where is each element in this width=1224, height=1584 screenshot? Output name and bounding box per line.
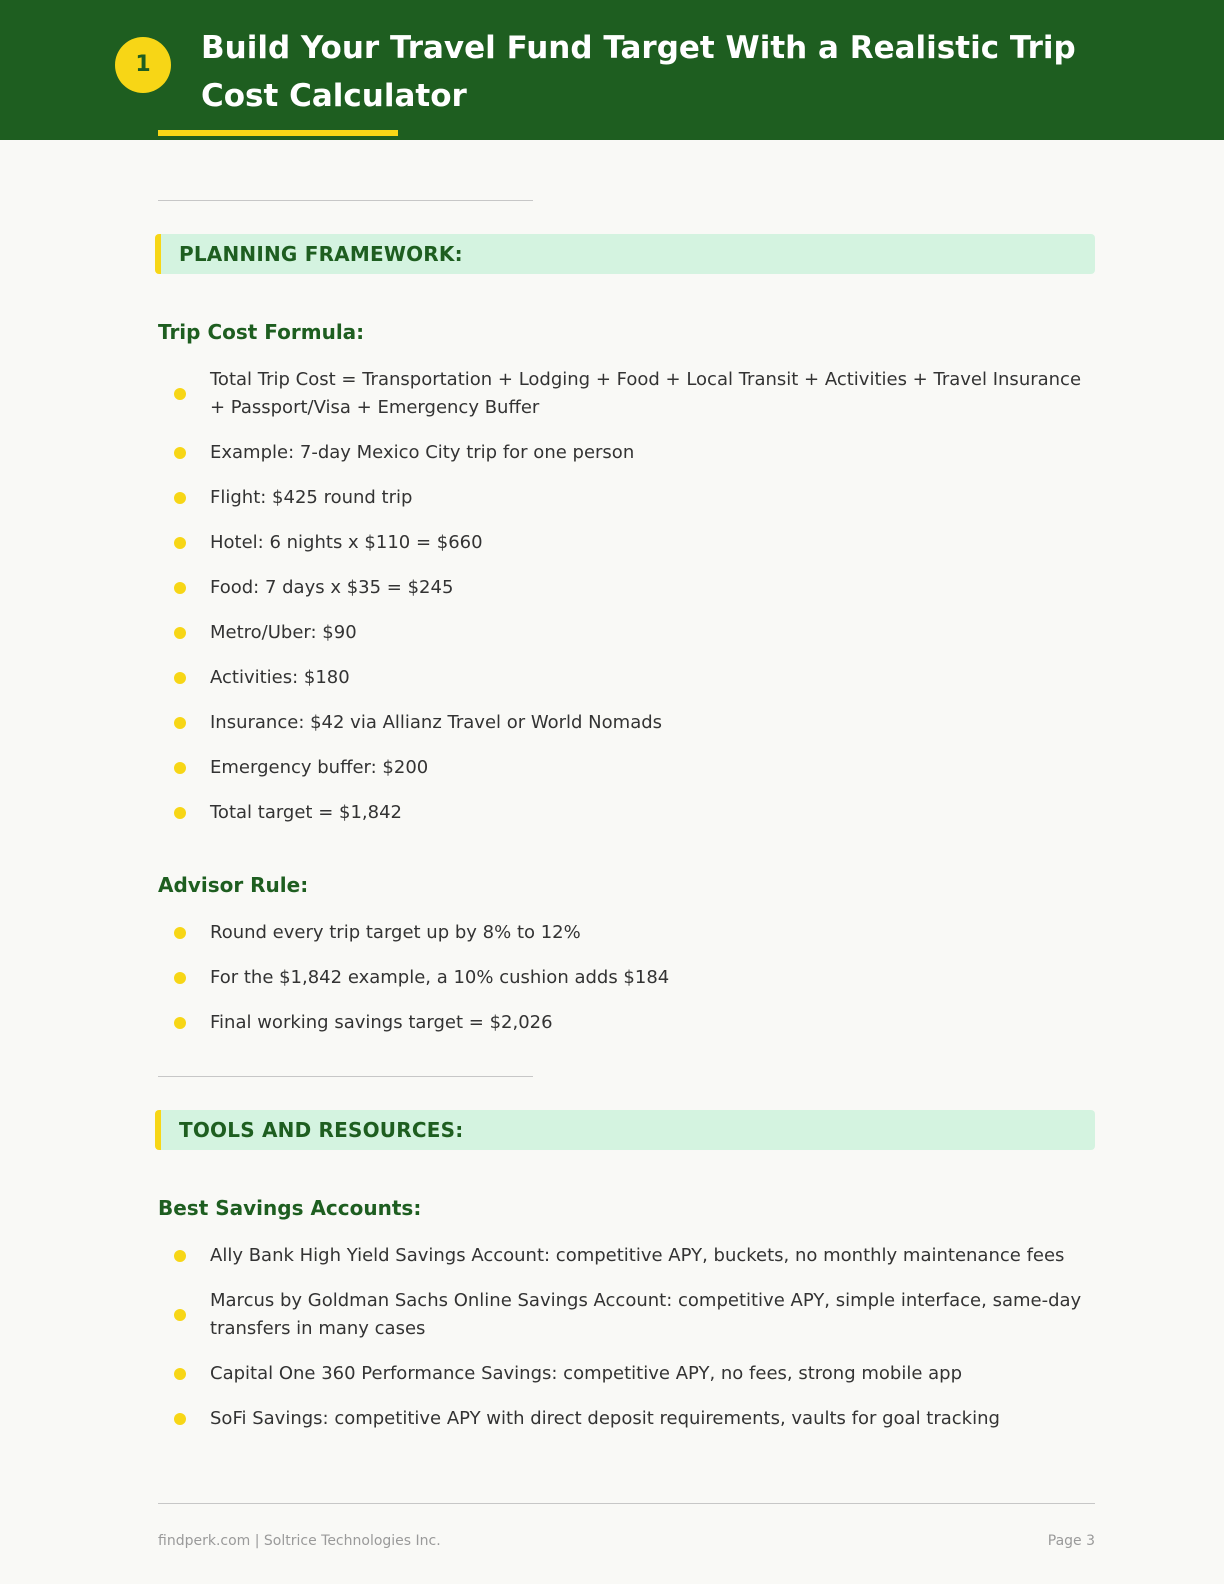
subheading-advisor-rule: Advisor Rule: [158,873,309,897]
list-item-text: Ally Bank High Yield Savings Account: competitive APY, buckets, no monthly maintenance fees [210,1245,1065,1266]
list-item [158,754,1095,782]
bullet-dot-icon [174,807,186,819]
list-item-text: For the $1,842 example, a 10% cushion adds $184 [210,967,670,988]
list-item [158,1405,1095,1433]
list-item-text: Emergency buffer: $200 [210,757,429,778]
list-item-text: Round every trip target up by 8% to 12% [210,922,581,943]
list-item-text: Total Trip Cost = Transportation + Lodging + Food + Local Transit + Activities + Travel Insurance + Passport/Visa + Emergency Buffer [210,369,1082,418]
bullet-dot-icon [174,1309,186,1321]
subheading-trip-cost-formula: Trip Cost Formula: [158,320,365,344]
list-item [158,664,1095,692]
page-title: Build Your Travel Fund Target With a Realistic Trip Cost Calculator [201,30,1076,114]
list-item [158,919,1095,947]
list-item [158,709,1095,737]
list-item-text: Hotel: 6 nights x $110 = $660 [210,532,483,553]
bullet-dot-icon [174,388,186,400]
bullet-dot-icon [174,492,186,504]
list-item [158,799,1095,827]
bullet-dot-icon [174,972,186,984]
bullet-dot-icon [174,927,186,939]
advisor-rule-list [158,919,1095,1037]
list-item-text: Marcus by Goldman Sachs Online Savings Account: competitive APY, simple interface, same-day transfers in many cases [210,1290,1082,1339]
bullet-dot-icon [174,672,186,684]
bullet-dot-icon [174,1413,186,1425]
list-item [158,529,1095,557]
list-item-text: Flight: $425 round trip [210,487,413,508]
list-item [158,439,1095,467]
list-item-text: Metro/Uber: $90 [210,622,357,643]
footer-divider [158,1503,1095,1504]
bullet-dot-icon [174,1017,186,1029]
subheading-best-savings-accounts: Best Savings Accounts: [158,1196,422,1220]
list-item-text: SoFi Savings: competitive APY with direct deposit requirements, vaults for goal tracking [210,1408,1000,1429]
list-item [158,484,1095,512]
page-number: Page 3 [1047,1533,1095,1549]
section-banner-planning-framework: PLANNING FRAMEWORK: [155,234,1095,274]
list-item [158,1242,1095,1270]
footer-source-text: findperk.com | Soltrice Technologies Inc. [158,1533,441,1549]
list-item-text: Example: 7-day Mexico City trip for one person [210,442,635,463]
list-item [158,1287,1095,1343]
list-item [158,1009,1095,1037]
bullet-dot-icon [174,447,186,459]
list-item [158,574,1095,602]
list-item-text: Food: 7 days x $35 = $245 [210,577,454,598]
bullet-dot-icon [174,762,186,774]
bullet-dot-icon [174,582,186,594]
main-content [158,200,1095,1450]
section-divider [158,200,533,201]
list-item-text: Activities: $180 [210,667,350,688]
section-divider [158,1076,533,1077]
bullet-dot-icon [174,627,186,639]
bullet-dot-icon [174,1250,186,1262]
page-header [0,0,1224,140]
list-item-text: Capital One 360 Performance Savings: competitive APY, no fees, strong mobile app [210,1363,963,1384]
trip-cost-formula-list [158,366,1095,827]
list-item-text: Final working savings target = $2,026 [210,1012,553,1033]
savings-accounts-list [158,1242,1095,1433]
list-item [158,1360,1095,1388]
list-item-text: Total target = $1,842 [210,802,402,823]
list-item [158,619,1095,647]
bullet-dot-icon [174,1368,186,1380]
title-underline-accent [158,130,398,136]
list-item-text: Insurance: $42 via Allianz Travel or World Nomads [210,712,663,733]
section-banner-tools-and-resources: TOOLS AND RESOURCES: [155,1110,1095,1150]
list-item [158,366,1095,422]
bullet-dot-icon [174,537,186,549]
step-number-badge: 1 [115,37,171,93]
list-item [158,964,1095,992]
bullet-dot-icon [174,717,186,729]
